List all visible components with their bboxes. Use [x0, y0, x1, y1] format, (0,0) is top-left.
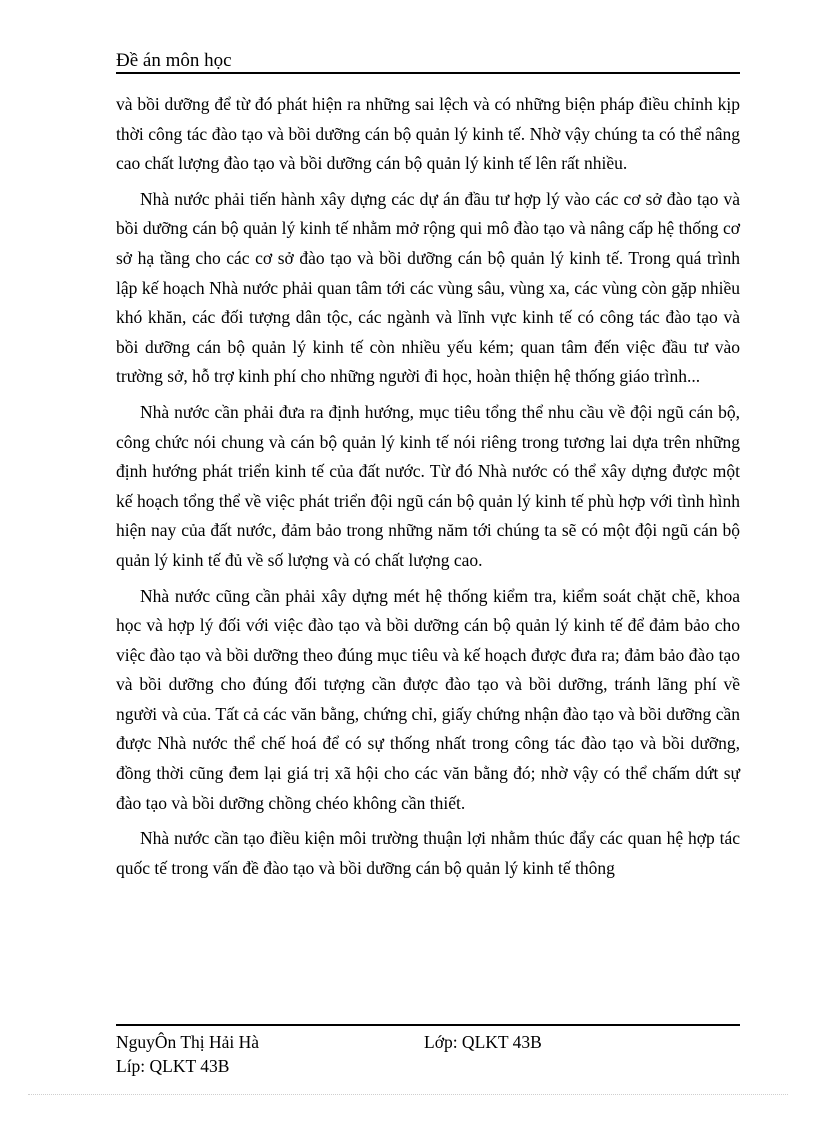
footer-divider: [116, 1024, 740, 1026]
paragraph-5: Nhà nước cần tạo điều kiện môi trường thuận lợi nhằm thúc đẩy các quan hệ hợp tác quốc tế trong vấn đề đào tạo và bồi dưỡng cán bộ quản lý kinh tế thông: [116, 828, 740, 878]
paragraph-4: Nhà nước cũng cần phải xây dựng mét hệ thống kiểm tra, kiểm soát chặt chẽ, khoa học và hợp lý đối với việc đào tạo và bồi dưỡng cán bộ quản lý kinh tế để đảm bảo cho việc đào tạo và bồi dưỡng theo đúng mục tiêu và kế hoạch được đưa ra; đảm bảo đào tạo và bồi dưỡng cho đúng đối tượng cần được đào tạo và bồi dưỡng, tránh lãng phí về người và của. Tất cả các văn bằng, chứng chỉ, giấy chứng nhận đào tạo và bồi dưỡng cần được Nhà nước thể chế hoá để có sự thống nhất trong công tác đào tạo và bồi dưỡng, đồng thời cũng đem lại giá trị xã hội cho các văn bằng đó; nhờ vậy có thể chấm dứt sự đào tạo và bồi dưỡng chồng chéo không cần thiết.: [116, 585, 740, 813]
page-header-title: Đề án môn học: [116, 50, 232, 71]
footer-class-left: Líp: QLKT 43B: [116, 1056, 230, 1076]
paragraph-2: Nhà nước phải tiến hành xây dựng các dự án đầu tư hợp lý vào các cơ sở đào tạo và bồi dưỡng cán bộ quản lý kinh tế nhằm mở rộng qui mô đào tạo và nâng cấp hệ thống cơ sở hạ tầng cho các cơ sở đào tạo và bồi dưỡng cán bộ quản lý kinh tế. Trong quá trình lập kế hoạch Nhà nước phải quan tâm tới các vùng sâu, vùng xa, các vùng còn gặp nhiều khó khăn, các đối tượng dân tộc, các ngành và lĩnh vực kinh tế có công tác đào tạo và bồi dưỡng cán bộ quản lý kinh tế còn nhiều yếu kém; quan tâm đến việc đầu tư vào trường sở, hỗ trợ kinh phí cho những người đi học, hoàn thiện hệ thống giáo trình...: [116, 188, 740, 387]
footer-author: NguyÔn Thị Hải Hà: [116, 1032, 260, 1052]
document-body: [116, 90, 740, 889]
footer-class-right: Lớp: QLKT 43B: [424, 1032, 542, 1052]
page-bottom-dotted-line: [28, 1094, 788, 1095]
header-divider: [116, 72, 740, 74]
paragraph-1: và bồi dưỡng để từ đó phát hiện ra những sai lệch và có những biện pháp điều chỉnh kịp thời công tác đào tạo và bồi dưỡng cán bộ quản lý kinh tế. Nhờ vậy chúng ta có thể nâng cao chất lượng đào tạo và bồi dưỡng cán bộ quản lý kinh tế lên rất nhiều.: [116, 94, 740, 174]
paragraph-3: Nhà nước cần phải đưa ra định hướng, mục tiêu tổng thể nhu cầu về đội ngũ cán bộ, công chức nói chung và cán bộ quản lý kinh tế nói riêng trong tương lai dựa trên những định hướng phát triển kinh tế của đất nước. Từ đó Nhà nước có thể xây dựng được một kế hoạch tổng thể về việc phát triển đội ngũ cán bộ quản lý kinh tế phù hợp với tình hình hiện nay của đất nước, đảm bảo trong những năm tới chúng ta sẽ có một đội ngũ cán bộ quản lý kinh tế đủ về số lượng và có chất lượng cao.: [116, 401, 740, 570]
